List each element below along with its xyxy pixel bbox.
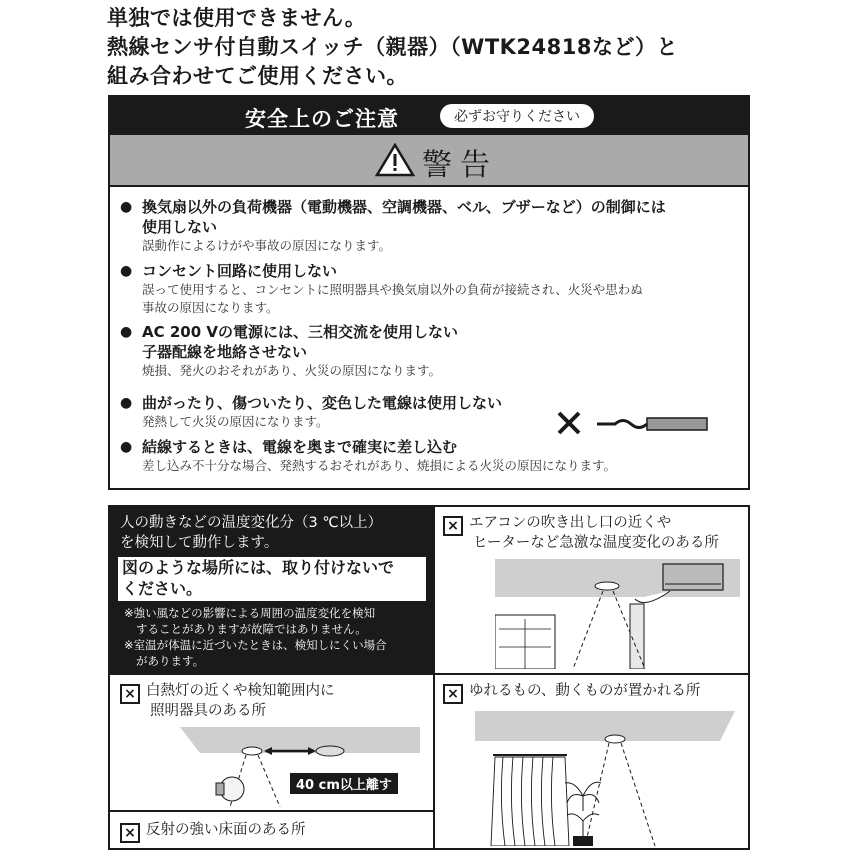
x-mark-icon: × [443,516,463,536]
warning-item-detail-cont: 事故の原因になります。 [142,300,279,315]
note-line-1: ※強い風などの影響による周囲の温度変化を検知 [124,606,376,620]
x-mark-icon: × [120,823,140,843]
lamp-illustration [180,727,420,807]
header-line-2: 熱線センサ付自動スイッチ（親器）（WTK24818など）と [107,35,678,59]
info-line-1: 人の動きなどの温度変化分（3 ℃以上） [120,515,383,531]
safety-warning-box [108,95,750,490]
distance-label: 40 cm以上離す [290,773,398,794]
header-line-1: 単独では使用できません。 [107,6,367,30]
note-line-2: することがありますが故障ではありません。 [136,622,367,636]
x-mark-icon: × [120,684,140,704]
must-follow-badge: 必ずお守りください [440,104,594,128]
place-moving-line-1: × ゆれるもの、動くものが置かれる所 [443,681,700,704]
info-line-2: を検知して動作します。 [120,535,279,551]
place-aircon-line-1: × エアコンの吹き出し口の近くや [443,513,671,536]
warning-item-detail: 焼損、発火のおそれがあり、火災の原因になります。 [142,363,442,378]
header-line-3: 組み合わせてご使用ください。 [107,64,408,88]
x-mark-icon: × [443,684,463,704]
place-aircon-cell [435,507,748,673]
caution-line-1: 図のような場所には、取り付けないで [122,558,395,577]
place-lamp-line-1: × 白熱灯の近くや検知範囲内に [120,681,335,704]
damaged-wire-icon [555,409,715,439]
warning-item-detail: 差し込み不十分な場合、発熱するおそれがあり、焼損による火災の原因になります。 [142,458,617,473]
warning-item-heading: ● コンセント回路に使用しない [120,261,643,281]
placement-grid [108,505,750,850]
warning-item-heading: ● 結線するときは、電線を奥まで確実に差し込む [120,437,616,457]
warning-label: 警告 [422,148,498,183]
safety-title: 安全上のご注意 [245,107,399,131]
warning-item-detail: 発熱して火災の原因になります。 [142,414,329,429]
warning-triangle-icon [375,143,415,177]
warning-item-heading-cont: 子器配線を地絡させない [142,343,308,361]
warning-band [110,135,748,187]
warning-item-detail: 誤って使用すると、コンセントに照明器具や換気扇以外の負荷が接続され、火災や思わぬ [142,282,643,297]
warning-item-heading: ● AC 200 Vの電源には、三相交流を使用しない [120,322,458,342]
detection-info-cell [110,507,433,673]
warning-item-heading-cont: 使用しない [142,218,218,236]
place-reflective-line-1: × 反射の強い床面のある所 [120,820,306,843]
caution-line-2: ください。 [122,579,203,598]
aircon-illustration [495,559,740,669]
place-lamp-cell [110,675,433,810]
warning-item-detail: 誤動作によるけがや事故の原因になります。 [142,238,392,253]
note-line-4: があります。 [136,654,205,668]
warning-item-heading: ● 曲がったり、傷ついたり、変色した電線は使用しない [120,393,502,413]
warning-item-5 [120,437,616,475]
warning-item-2 [120,261,643,317]
caution-box [118,557,426,601]
warning-item-heading: ● 換気扇以外の負荷機器（電動機器、空調機器、ベル、ブザーなど）の制御には [120,197,666,217]
warning-item-4 [120,393,502,431]
warning-item-3 [120,322,458,380]
place-aircon-line-2: ヒーターなど急激な温度変化のある所 [473,535,719,551]
safety-header [110,97,748,135]
note-line-3: ※室温が体温に近づいたときは、検知しにくい場合 [124,638,387,652]
warning-item-1 [120,197,666,255]
place-reflective-cell [110,812,433,848]
place-lamp-line-2: 照明器具のある所 [150,703,266,719]
moving-objects-illustration [475,711,735,846]
place-moving-cell [435,675,748,848]
